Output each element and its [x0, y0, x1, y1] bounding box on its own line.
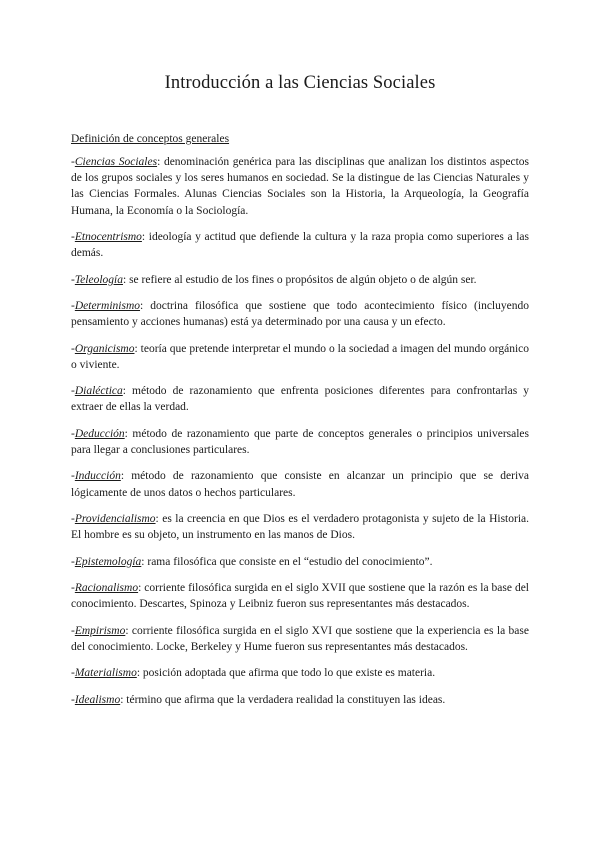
- definition-entry: -Determinismo: doctrina filosófica que sostiene que todo acontecimiento físico (incluyendo pensamiento y acciones humanas) está ya determinado por una causa y un efecto.: [71, 299, 529, 329]
- document-title: Introducción a las Ciencias Sociales: [164, 73, 436, 93]
- definition-entry: -Epistemología: rama filosófica que consiste en el “estudio del conocimiento”.: [71, 555, 433, 568]
- definition-entry: -Ciencias Sociales: denominación genérica para las disciplinas que analizan los distintos aspectos de los grupos sociales y los seres humanos en sociedad. Se la distingue de las Ciencias Naturales y las Ciencias Formales. Alunas Ciencias Sociales son la Historia, la Arqueología, la Geografía Humana, la Economía o la Sociología.: [71, 156, 529, 217]
- definition-term: Determinismo: [74, 299, 141, 312]
- definition-entry: -Idealismo: término que afirma que la verdadera realidad la constituyen las ideas.: [71, 693, 446, 706]
- definition-entry: -Teleología: se refiere al estudio de los fines o propósitos de algún objeto o de algún ser.: [71, 273, 477, 286]
- definition-term: Racionalismo: [74, 581, 139, 594]
- definition-text: doctrina filosófica que sostiene que todo acontecimiento físico (incluyendo pensamiento y acciones humanas) está ya determinado por una causa y un efecto.: [71, 299, 529, 329]
- definition-text: corriente filosófica surgida en el siglo XVI que sostiene que la experiencia es la base del conocimiento. Locke, Berkeley y Hume fueron sus representantes más destacados.: [71, 624, 529, 653]
- definition-term: Dialéctica: [74, 385, 123, 398]
- definition-text: método de razonamiento que enfrenta posiciones diferentes para confrontarlas y extraer de ellas la verdad.: [71, 385, 529, 414]
- definition-text: método de razonamiento que parte de conceptos generales o principios universales para llegar a conclusiones particulares.: [71, 427, 529, 456]
- definition-entry: -Racionalismo: corriente filosófica surgida en el siglo XVII que sostiene que la razón es la base del conocimiento. Descartes, Spinoza y Leibniz fueron sus representantes más destacados.: [71, 581, 529, 611]
- definition-text: corriente filosófica surgida en el siglo XVII que sostiene que la razón es la base del conocimiento. Descartes, Spinoza y Leibniz fueron sus representantes más destacados.: [71, 581, 529, 611]
- definition-term: Etnocentrismo: [74, 231, 142, 243]
- definition-term: Teleología: [74, 273, 123, 286]
- definition-term: Empirismo: [74, 624, 126, 637]
- definition-entry: -Inducción: método de razonamiento que consiste en alcanzar un principio que se deriva lógicamente de unos datos o hechos particulares.: [71, 470, 529, 499]
- definition-entry: -Etnocentrismo: ideología y actitud que defiende la cultura y la raza propia como superiores a las demás.: [71, 231, 529, 260]
- definition-text: se refiere al estudio de los fines o propósitos de algún objeto o de algún ser.: [126, 273, 477, 286]
- definition-entry: -Dialéctica: método de razonamiento que enfrenta posiciones diferentes para confrontarlas y extraer de ellas la verdad.: [71, 385, 529, 414]
- definition-term: Providencialismo: [74, 512, 156, 525]
- definition-text: ideología y actitud que defiende la cultura y la raza propia como superiores a las demás.: [71, 231, 529, 260]
- definition-entry: -Empirismo: corriente filosófica surgida en el siglo XVI que sostiene que la experiencia es la base del conocimiento. Locke, Berkeley y Hume fueron sus representantes más destacados.: [71, 624, 529, 653]
- definition-entry: -Deducción: método de razonamiento que parte de conceptos generales o principios universales para llegar a conclusiones particulares.: [71, 427, 529, 456]
- definition-term: Organicismo: [74, 342, 135, 355]
- definition-term: Idealismo: [74, 693, 121, 706]
- definition-text: método de razonamiento que consiste en alcanzar un principio que se deriva lógicamente de unos datos o hechos particulares.: [71, 470, 529, 499]
- definition-text: teoría que pretende interpretar el mundo o la sociedad a imagen del mundo orgánico o viviente.: [71, 342, 529, 371]
- definition-text: rama filosófica que consiste en el “estudio del conocimiento”.: [144, 555, 433, 568]
- definitions-list: [71, 154, 529, 708]
- definition-term: Deducción: [74, 427, 125, 440]
- definition-term: Ciencias Sociales: [74, 156, 158, 168]
- definition-text: posición adoptada que afirma que todo lo que existe es materia.: [140, 667, 436, 680]
- definition-text: denominación genérica para las disciplinas que analizan los distintos aspectos de los grupos sociales y los seres humanos en sociedad. Se la distingue de las Ciencias Naturales y las Ciencias Formales. Alunas Ciencias Sociales son la Historia, la Arqueología, la Geografía Humana, la Economía o la Sociología.: [71, 156, 529, 217]
- definition-term: Inducción: [74, 470, 121, 483]
- definition-text: término que afirma que la verdadera realidad la constituyen las ideas.: [123, 693, 446, 706]
- definition-term: Materialismo: [74, 667, 137, 680]
- definition-term: Epistemología: [74, 555, 142, 568]
- definition-text: es la creencia en que Dios es el verdadero protagonista y sujeto de la Historia. El hombre es su objeto, un instrumento en las manos de Dios.: [71, 512, 529, 542]
- definition-entry: -Materialismo: posición adoptada que afirma que todo lo que existe es materia.: [71, 667, 436, 680]
- definition-entry: -Organicismo: teoría que pretende interpretar el mundo o la sociedad a imagen del mundo orgánico o viviente.: [71, 342, 529, 371]
- definition-entry: -Providencialismo: es la creencia en que Dios es el verdadero protagonista y sujeto de la Historia. El hombre es su objeto, un instrumento en las manos de Dios.: [71, 512, 529, 542]
- section-heading: Definición de conceptos generales: [71, 133, 230, 145]
